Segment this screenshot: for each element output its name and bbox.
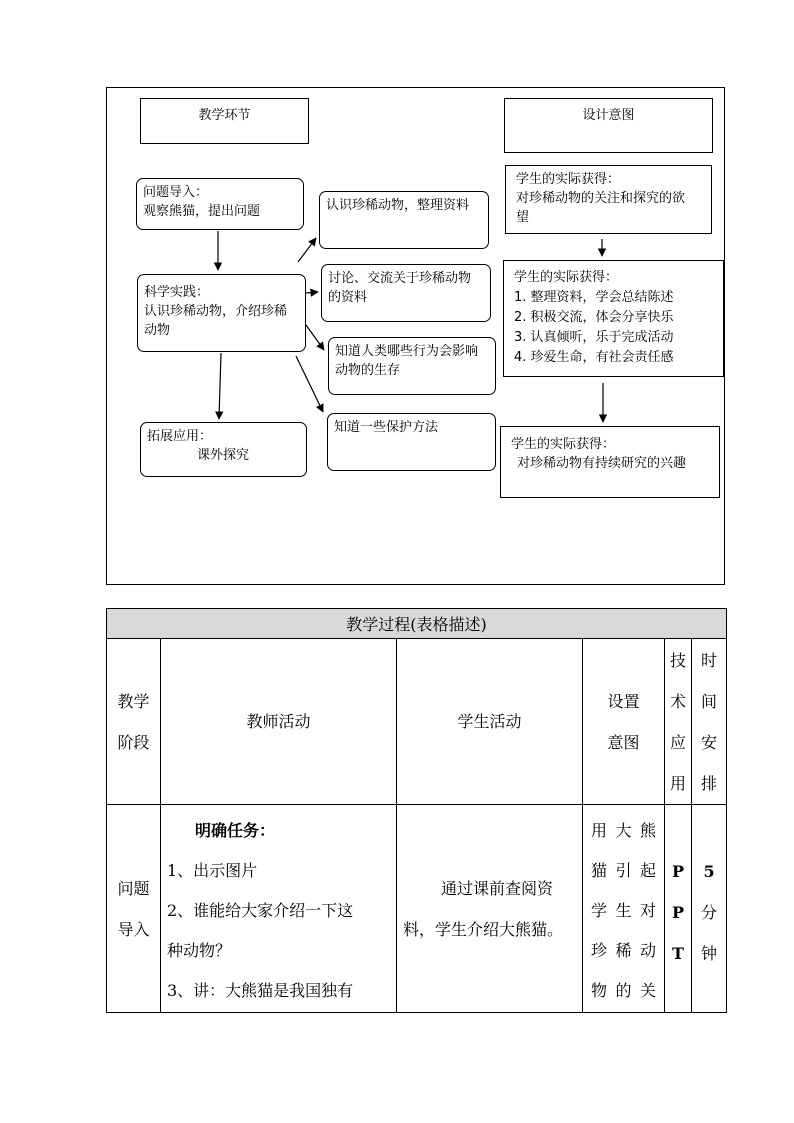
row-time <box>692 805 727 1013</box>
student-line-1: 通过课前查阅资 <box>441 878 554 898</box>
intro-box <box>136 178 304 230</box>
header-time-3: 安 <box>701 732 718 752</box>
student-line-2: 料，学生介绍大熊猫。 <box>403 919 564 939</box>
diagram-header-design-intent <box>504 98 713 153</box>
time-3: 钟 <box>701 944 718 963</box>
header-tech <box>665 639 692 805</box>
header-time-1: 时 <box>701 650 718 670</box>
teacher-line-1: 1、出示图片 <box>167 861 258 880</box>
gain-2-line-1: 学生的实际获得： <box>514 270 619 285</box>
gain-1-line-1: 学生的实际获得： <box>516 172 621 187</box>
table-title-row <box>107 609 727 639</box>
row-stage <box>107 805 161 1013</box>
gain-box-1 <box>505 165 712 234</box>
header-left-text: 教学环节 <box>198 108 251 123</box>
activity-2-line-1: 讨论、交流关于珍稀动物 <box>328 271 472 286</box>
purpose-line-5: 物的关 <box>591 981 656 1000</box>
row-teacher-activity <box>161 805 397 1013</box>
gain-1-line-2: 对珍稀动物的关注和探究的欲 <box>516 191 686 206</box>
header-student-activity: 学生活动 <box>397 639 583 805</box>
teacher-heading: 明确任务： <box>195 821 276 840</box>
activity-4-line-1: 知道一些保护方法 <box>334 420 439 435</box>
practice-box <box>137 274 306 352</box>
teacher-line-3: 种动物？ <box>167 941 232 960</box>
time-1: 5 <box>703 862 715 881</box>
activity-3-line-1: 知道人类哪些行为会影响 <box>335 344 479 359</box>
extend-box <box>140 422 307 477</box>
row-purpose <box>583 805 665 1013</box>
header-stage-line-2: 阶段 <box>117 732 150 752</box>
teacher-line-4: 3、讲：大熊猫是我国独有 <box>167 981 354 1000</box>
gain-3-line-2: 对珍稀动物有持续研究的兴趣 <box>517 456 687 471</box>
gain-2-line-4: 3. 认真倾听，乐于完成活动 <box>514 330 674 345</box>
header-purpose-line-2: 意图 <box>607 732 640 752</box>
header-time <box>692 639 727 805</box>
activity-box-3 <box>328 337 496 395</box>
gain-2-line-2: 1. 整理资料，学会总结陈述 <box>514 290 674 305</box>
purpose-line-4: 珍稀动 <box>591 941 656 960</box>
teacher-line-2: 2、谁能给大家介绍一下这 <box>167 901 354 920</box>
teaching-process-table <box>106 608 727 1013</box>
row-tech <box>665 805 692 1013</box>
header-stage <box>107 639 161 805</box>
header-tech-1: 技 <box>669 650 686 670</box>
gain-1-line-3: 望 <box>516 210 530 225</box>
activity-2-line-2: 的资料 <box>328 290 368 305</box>
header-time-4: 排 <box>701 773 718 793</box>
tech-2: P <box>671 903 685 922</box>
activity-box-4 <box>327 413 496 471</box>
header-tech-2: 术 <box>669 691 686 711</box>
activity-1-line-1: 认识珍稀动物，整理资料 <box>326 198 470 213</box>
practice-line-1: 科学实践： <box>144 285 210 300</box>
table-row <box>107 805 727 1013</box>
header-purpose-line-1: 设置 <box>607 691 640 711</box>
gain-box-2 <box>503 260 724 377</box>
practice-line-2: 认识珍稀动物，介绍珍稀 <box>144 304 288 319</box>
purpose-line-2: 猫引起 <box>591 861 656 880</box>
gain-3-line-1: 学生的实际获得： <box>511 437 616 452</box>
table-header-row <box>107 639 727 805</box>
table-title: 教学过程(表格描述) <box>107 609 727 639</box>
header-time-2: 间 <box>701 691 718 711</box>
gain-box-3 <box>500 426 720 498</box>
header-purpose <box>583 639 665 805</box>
activity-box-1 <box>319 191 489 249</box>
tech-3: T <box>672 944 684 963</box>
activity-box-2 <box>321 264 491 322</box>
header-teacher-activity: 教师活动 <box>161 639 397 805</box>
time-2: 分 <box>701 903 718 922</box>
row-stage-line-2: 导入 <box>117 919 150 939</box>
row-stage-line-1: 问题 <box>117 878 150 898</box>
diagram-header-teaching-stage <box>140 98 309 144</box>
intro-line-2: 观察熊猫，提出问题 <box>143 204 261 219</box>
header-stage-line-1: 教学 <box>117 691 150 711</box>
practice-line-3: 动物 <box>144 323 171 338</box>
row-student-activity <box>397 805 583 1013</box>
purpose-line-3: 学生对 <box>591 901 656 920</box>
header-right-text: 设计意图 <box>582 108 635 123</box>
gain-2-line-3: 2. 积极交流，体会分享快乐 <box>514 310 674 325</box>
activity-3-line-2: 动物的生存 <box>335 363 401 378</box>
intro-line-1: 问题导入： <box>143 185 209 200</box>
extend-line-2: 课外探究 <box>197 448 250 463</box>
extend-line-1: 拓展应用： <box>147 429 213 444</box>
header-tech-3: 应 <box>669 732 686 752</box>
header-tech-4: 用 <box>669 773 686 793</box>
purpose-line-1: 用大熊 <box>591 821 656 840</box>
gain-2-line-5: 4. 珍爱生命，有社会责任感 <box>514 350 674 365</box>
tech-1: P <box>671 862 685 881</box>
